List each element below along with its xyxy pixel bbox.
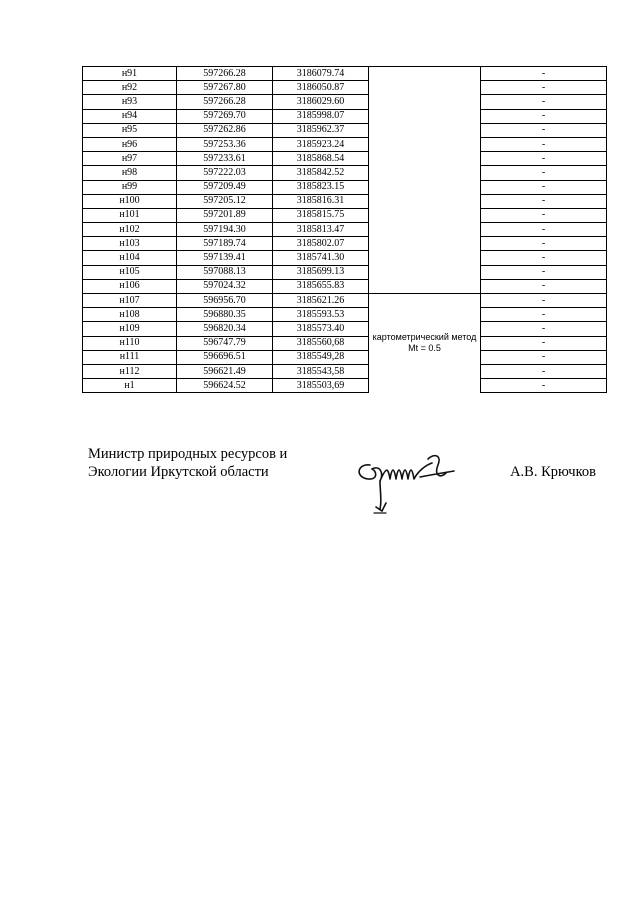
x-coordinate-cell: 597222.03 xyxy=(177,166,273,180)
method-cell xyxy=(369,294,481,393)
y-coordinate-cell: 3185503,69 xyxy=(273,379,369,393)
y-coordinate-cell: 3185802.07 xyxy=(273,237,369,251)
table-row xyxy=(83,223,607,237)
table-row xyxy=(83,67,607,81)
point-id-cell: н107 xyxy=(83,294,177,308)
x-coordinate-cell: 597267.80 xyxy=(177,81,273,95)
table-row xyxy=(83,308,607,322)
note-cell: - xyxy=(481,166,607,180)
note-cell: - xyxy=(481,123,607,137)
x-coordinate-cell: 597201.89 xyxy=(177,208,273,222)
x-coordinate-cell: 597269.70 xyxy=(177,109,273,123)
point-id-cell: н93 xyxy=(83,95,177,109)
point-id-cell: н92 xyxy=(83,81,177,95)
point-id-cell: н104 xyxy=(83,251,177,265)
point-id-cell: н105 xyxy=(83,265,177,279)
x-coordinate-cell: 597139.41 xyxy=(177,251,273,265)
table-row xyxy=(83,123,607,137)
note-cell: - xyxy=(481,265,607,279)
table-row xyxy=(83,208,607,222)
y-coordinate-cell: 3185543,58 xyxy=(273,364,369,378)
point-id-cell: н112 xyxy=(83,364,177,378)
note-cell: - xyxy=(481,152,607,166)
y-coordinate-cell: 3186029.60 xyxy=(273,95,369,109)
x-coordinate-cell: 597189.74 xyxy=(177,237,273,251)
x-coordinate-cell: 596696.51 xyxy=(177,350,273,364)
y-coordinate-cell: 3185823.15 xyxy=(273,180,369,194)
point-id-cell: н109 xyxy=(83,322,177,336)
table-row xyxy=(83,336,607,350)
note-cell: - xyxy=(481,251,607,265)
y-coordinate-cell: 3185842.52 xyxy=(273,166,369,180)
table-row xyxy=(83,81,607,95)
table-row xyxy=(83,294,607,308)
note-cell: - xyxy=(481,364,607,378)
x-coordinate-cell: 597266.28 xyxy=(177,67,273,81)
point-id-cell: н101 xyxy=(83,208,177,222)
x-coordinate-cell: 597266.28 xyxy=(177,95,273,109)
minister-title: Министр природных ресурсов и Экологии Иркутской области xyxy=(88,446,288,480)
x-coordinate-cell: 596624.52 xyxy=(177,379,273,393)
y-coordinate-cell: 3185621.26 xyxy=(273,294,369,308)
method-text: картометрический метод Mt = 0.5 xyxy=(372,332,477,354)
coordinates-table xyxy=(82,66,607,393)
y-coordinate-cell: 3185962.37 xyxy=(273,123,369,137)
point-id-cell: н100 xyxy=(83,194,177,208)
point-id-cell: н111 xyxy=(83,350,177,364)
x-coordinate-cell: 596747.79 xyxy=(177,336,273,350)
point-id-cell: н102 xyxy=(83,223,177,237)
table-row xyxy=(83,166,607,180)
y-coordinate-cell: 3185699.13 xyxy=(273,265,369,279)
y-coordinate-cell: 3186079.74 xyxy=(273,67,369,81)
table-row xyxy=(83,251,607,265)
x-coordinate-cell: 597194.30 xyxy=(177,223,273,237)
x-coordinate-cell: 597205.12 xyxy=(177,194,273,208)
table-row xyxy=(83,379,607,393)
y-coordinate-cell: 3185549,28 xyxy=(273,350,369,364)
y-coordinate-cell: 3185923.24 xyxy=(273,137,369,151)
note-cell: - xyxy=(481,308,607,322)
note-cell: - xyxy=(481,379,607,393)
note-cell: - xyxy=(481,294,607,308)
table-row xyxy=(83,237,607,251)
point-id-cell: н95 xyxy=(83,123,177,137)
note-cell: - xyxy=(481,109,607,123)
x-coordinate-cell: 596956.70 xyxy=(177,294,273,308)
x-coordinate-cell: 596820.34 xyxy=(177,322,273,336)
note-cell: - xyxy=(481,81,607,95)
y-coordinate-cell: 3185741.30 xyxy=(273,251,369,265)
y-coordinate-cell: 3185868.54 xyxy=(273,152,369,166)
y-coordinate-cell: 3185816.31 xyxy=(273,194,369,208)
point-id-cell: н1 xyxy=(83,379,177,393)
y-coordinate-cell: 3185573.40 xyxy=(273,322,369,336)
y-coordinate-cell: 3185560,68 xyxy=(273,336,369,350)
x-coordinate-cell: 596621.49 xyxy=(177,364,273,378)
table-row xyxy=(83,109,607,123)
note-cell: - xyxy=(481,95,607,109)
y-coordinate-cell: 3185813.47 xyxy=(273,223,369,237)
x-coordinate-cell: 597209.49 xyxy=(177,180,273,194)
note-cell: - xyxy=(481,208,607,222)
signer-name: А.В. Крючков xyxy=(510,464,596,480)
y-coordinate-cell: 3185815.75 xyxy=(273,208,369,222)
point-id-cell: н97 xyxy=(83,152,177,166)
note-cell: - xyxy=(481,67,607,81)
note-cell: - xyxy=(481,350,607,364)
point-id-cell: н108 xyxy=(83,308,177,322)
point-id-cell: н98 xyxy=(83,166,177,180)
point-id-cell: н96 xyxy=(83,137,177,151)
method-cell xyxy=(369,67,481,294)
table-row xyxy=(83,322,607,336)
x-coordinate-cell: 597262.86 xyxy=(177,123,273,137)
table-row xyxy=(83,137,607,151)
x-coordinate-cell: 597253.36 xyxy=(177,137,273,151)
table-row xyxy=(83,194,607,208)
note-cell: - xyxy=(481,194,607,208)
point-id-cell: н94 xyxy=(83,109,177,123)
note-cell: - xyxy=(481,322,607,336)
table-row xyxy=(83,95,607,109)
x-coordinate-cell: 597088.13 xyxy=(177,265,273,279)
x-coordinate-cell: 597233.61 xyxy=(177,152,273,166)
note-cell: - xyxy=(481,237,607,251)
point-id-cell: н99 xyxy=(83,180,177,194)
handwritten-signature xyxy=(350,449,460,519)
point-id-cell: н106 xyxy=(83,279,177,293)
y-coordinate-cell: 3185593.53 xyxy=(273,308,369,322)
point-id-cell: н110 xyxy=(83,336,177,350)
table-row xyxy=(83,364,607,378)
y-coordinate-cell: 3186050.87 xyxy=(273,81,369,95)
note-cell: - xyxy=(481,180,607,194)
signature-block xyxy=(88,445,598,525)
note-cell: - xyxy=(481,137,607,151)
coordinates-table-body xyxy=(83,67,607,393)
table-row xyxy=(83,279,607,293)
point-id-cell: н103 xyxy=(83,237,177,251)
y-coordinate-cell: 3185655.83 xyxy=(273,279,369,293)
table-row xyxy=(83,180,607,194)
note-cell: - xyxy=(481,223,607,237)
note-cell: - xyxy=(481,336,607,350)
table-row xyxy=(83,265,607,279)
x-coordinate-cell: 597024.32 xyxy=(177,279,273,293)
table-row xyxy=(83,350,607,364)
y-coordinate-cell: 3185998.07 xyxy=(273,109,369,123)
table-row xyxy=(83,152,607,166)
x-coordinate-cell: 596880.35 xyxy=(177,308,273,322)
point-id-cell: н91 xyxy=(83,67,177,81)
note-cell: - xyxy=(481,279,607,293)
